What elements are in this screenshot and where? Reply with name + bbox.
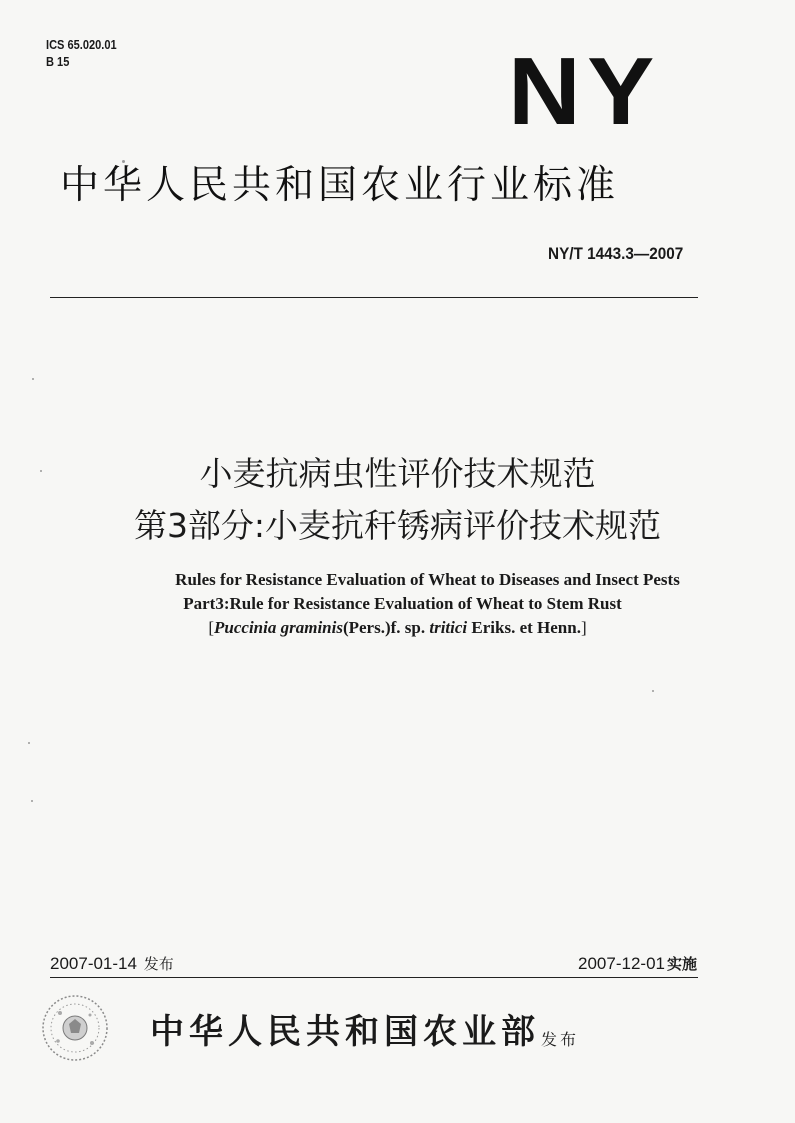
ics-block [46, 36, 117, 70]
genus-name: Puccinia graminis [214, 618, 343, 637]
ics-code: ICS 65.020.01 [46, 37, 117, 52]
chinese-title [0, 448, 795, 552]
effective-date-block [578, 953, 697, 975]
english-title-line-3 [0, 616, 795, 640]
scan-speck [652, 690, 654, 692]
chinese-title-line-1: 小麦抗病虫性评价技术规范 [199, 454, 596, 493]
issue-date: 2007-01-14 [50, 954, 137, 973]
authority-name: Eriks. et Henn. [471, 618, 581, 637]
ny-logo: NY [508, 38, 661, 145]
issue-date-block [50, 953, 174, 975]
bracket-close: ] [580, 618, 587, 637]
english-title [0, 568, 795, 640]
top-divider [50, 297, 698, 298]
species-name: tritici [429, 618, 468, 637]
standard-category-title: 中华人民共和国农业行业标准 [60, 163, 620, 208]
effective-word: 实施 [666, 955, 697, 973]
chinese-title-line-2: 第3部分:小麦抗秆锈病评价技术规范 [133, 506, 662, 545]
scan-speck [31, 800, 33, 802]
standard-number: NY/T 1443.3—2007 [547, 244, 683, 263]
bottom-divider [50, 977, 698, 978]
english-title-line-1: Rules for Resistance Evaluation of Wheat to Diseases and Insect Pests [175, 570, 680, 589]
scan-speck [122, 160, 125, 163]
ministry-seal-icon [40, 993, 110, 1063]
scan-speck [40, 470, 42, 472]
english-title-line-2: Part3:Rule for Resistance Evaluation of Wheat to Stem Rust [183, 594, 622, 613]
publisher-name: 中华人民共和国农业部 [150, 1012, 540, 1052]
author-name: (Pers.)f. sp. [342, 618, 426, 637]
scan-speck [32, 378, 34, 380]
classification-code: B 15 [46, 54, 70, 69]
effective-date: 2007-12-01 [578, 954, 665, 973]
bracket-open: [ [208, 618, 215, 637]
publisher-suffix: 发布 [541, 1030, 580, 1049]
scan-speck [28, 742, 30, 744]
issue-word: 发布 [143, 955, 174, 973]
